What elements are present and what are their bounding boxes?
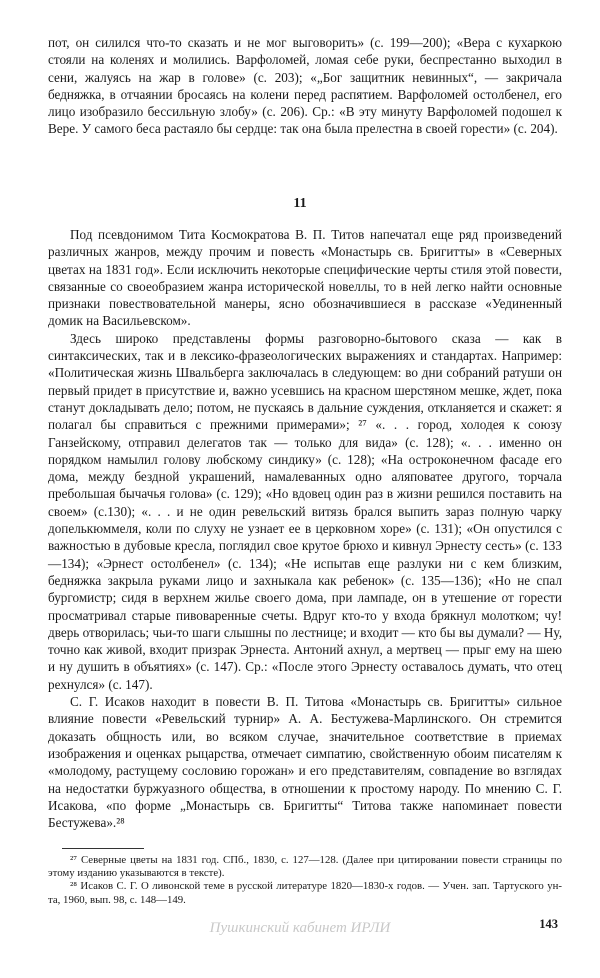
watermark: Пушкинский кабинет ИРЛИ	[209, 920, 391, 936]
footnote-divider	[62, 848, 144, 849]
section-body	[48, 226, 562, 831]
footnotes	[48, 854, 562, 907]
continued-paragraph-block	[48, 34, 562, 138]
page-number: 143	[539, 917, 558, 931]
paragraph-1: Под псевдонимом Тита Космократова В. П. Титов напечатал еще ряд произведений различных жанров, между прочим и повесть «Монастырь св. Бригитты» в «Северных цветах на 1831 год». Если исключить некоторые специфические черты стиля этой повести, связанные со своеобразием жанра исторической новеллы, то в ней легко найти основные признаки повествовательной манеры, ясно обозначившиеся в рассказе «Уединенный домик на Васильевском».	[48, 227, 562, 329]
footnote-28: ²⁸ Исаков С. Г. О ливонской теме в русской литературе 1820—1830-х годов. — Учен. зап. Тартуского ун-та, 1960, вып. 98, с. 148—149.	[48, 880, 562, 906]
section-number: 11	[293, 196, 307, 211]
footnote-27: ²⁷ Северные цветы на 1831 год. СПб., 1830, с. 127—128. (Далее при цитировании повести страницы по этому изданию указываются в тексте).	[48, 854, 562, 880]
continued-paragraph: пот, он силился что-то сказать и не мог выговорить» (с. 199—200); «Вера с кухаркою стояли на коленях и молились. Варфоломей, ломая себе руки, беспрестанно выходил в сени, жалуясь на жар в голове» (с. 203); «„Бог защитник невинных“, — закричала бедняжка, в отчаянии бросаясь на колени перед распятием. Варфоломей остолбенел, его лицо изобразило бессильную злобу» (с. 206). Ср.: «В эту минуту Варфоломей подошел к Вере. У самого беса растаяло бы сердце: так она была прелестна в своей горести» (с. 204).	[48, 35, 562, 137]
paragraph-3: С. Г. Исаков находит в повести В. П. Титова «Монастырь св. Бригитты» сильное влияние повести «Ревельский турнир» А. А. Бестужева-Марлинского. Он стремится доказать общность или, во всяком случае, значительное соответствие в приемах изображения и оценках рыцарства, отмечает симпатию, свойственную обоим писателям к «молодому, растущему сословию горожан» и его представителям, совпадение во взглядах на недостатки буржуазного общества, в отношении к простому народу. По мнению С. Г. Исакова, «по форме „Монастырь св. Бригитты“ Титова также напоминает повести Бестужева».²⁸	[48, 694, 562, 831]
paragraph-2: Здесь широко представлены формы разговорно-бытового сказа — как в синтаксических, так и в лексико-фразеологических выражениях и стандартах. Например: «Политическая жизнь Швальберга заключалась в следующем: во дни собраний ратуши он первый придет в присутствие и, важно усевшись на красном шерстяном мешке, ждет, пока станут докладывать дело; потом, не пускаясь в дальние суждения, откланяется и скажет: я полагал бы справиться с прежними примерами»; ²⁷ «. . . город, холодея к союзу Ганзейскому, отправил делегатов так — только для вида» (с. 128); «. . . именно он порядком намылил голову любскому синдику» (с. 128); «На остроконечном фасаде его дома, между бездной украшений, намалеванных одно аляповатее другого, торчала пребольшая бычачья голова» (с. 129); «Но вдовец один раз в жизни решился поставить на своем» (с.130); «. . . и не один ревельский витязь брался выпить зараз полную чарку допелькюммеля, коли по слуху не узнает ее в церковном хоре» (с. 131); «Он опустился с важностью в дубовые кресла, поглядил свое крутое брюхо и кивнул Эрнесту сесть» (с. 133—134); «Эрнест остолбенел» (с. 134); «Не испытав еще разлуки ни с кем близким, бедняжка закрыла руками лицо и захныкала как ребенок» (с. 135—136); «Но не спал бургомистр; сидя в верхнем жилье своего дома, при лампаде, он в утешение от горести просматривал старые пивоваренные счеты. Вдруг кто-то у входа брякнул молотком; чу! дверь отворилась; чьи-то шаги слышны по лестнице; и входит — кто бы вы думали? — Ну, точно как живой, входит призрак Эрнеста. Антоний ахнул, а мертвец — прыг ему на шею и ну душить в объятиях» (с. 147). Ср.: «После этого Эрнесту оставалось думать, что отец рехнулся» (с. 147).	[48, 330, 562, 692]
